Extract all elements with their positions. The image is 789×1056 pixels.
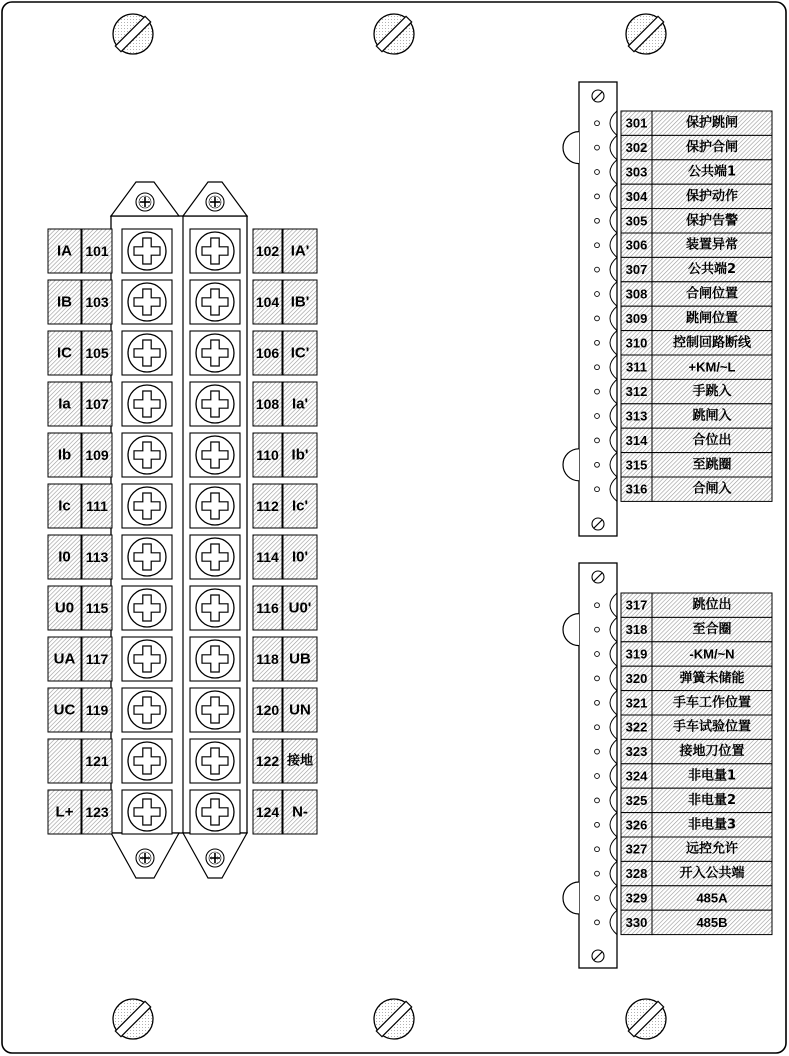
pin-number: 302 [625, 140, 648, 156]
pin-number: 329 [625, 890, 648, 906]
right-label: UN [289, 701, 311, 719]
left-label: Ia [58, 395, 71, 413]
left-terminal-number: 119 [85, 702, 109, 718]
pin-hole [595, 170, 600, 175]
pin-hole [595, 365, 600, 370]
right-label: IB' [290, 293, 310, 311]
left-label: UC [53, 701, 76, 719]
left-label: IC [57, 344, 72, 362]
pin-hole [595, 896, 600, 901]
pin-number: 303 [625, 164, 648, 180]
pin-label: 保护动作 [685, 188, 739, 204]
left-terminal-number: 123 [85, 804, 109, 820]
pin-number: 309 [625, 310, 648, 326]
pin-hole [595, 121, 600, 126]
left-terminal-number: 121 [85, 753, 109, 769]
left-terminal-number: 111 [86, 498, 108, 514]
right-label: N- [292, 803, 308, 821]
pin-hole [595, 194, 600, 199]
pin-number: 327 [625, 841, 648, 857]
pin-label: -KM/~N [689, 646, 735, 662]
pin-hole [595, 218, 600, 223]
right-terminal-number: 120 [255, 702, 280, 718]
terminal-screw-icon [190, 382, 240, 426]
left-label: L+ [55, 803, 74, 821]
right-label: I0' [291, 548, 309, 566]
pin-label: 开入公共端 [679, 866, 745, 882]
terminal-screw-icon [190, 586, 240, 630]
right-terminal-number: 124 [255, 804, 280, 820]
pin-number: 315 [625, 457, 648, 473]
pin-label: 至合圈 [692, 622, 732, 638]
pin-label: 非电量3 [687, 817, 737, 833]
right-terminal-number: 112 [256, 498, 279, 514]
pin-hole [595, 822, 600, 827]
pin-label: 485A [696, 890, 728, 906]
left-terminal-number: 115 [85, 600, 109, 616]
pin-number: 328 [625, 866, 648, 882]
right-terminal-number: 116 [256, 600, 279, 616]
pin-number: 317 [625, 597, 648, 613]
terminal-screw-icon [122, 433, 172, 477]
pin-number: 320 [625, 670, 648, 686]
bracket-screw-icon [136, 193, 154, 211]
left-label: UA [53, 650, 76, 668]
terminal-screw-icon [190, 688, 240, 732]
pin-number: 316 [625, 481, 648, 497]
right-terminal-block-bottom [563, 563, 772, 968]
pin-hole [595, 414, 600, 419]
pin-hole [595, 920, 600, 925]
terminal-screw-icon [190, 739, 240, 783]
pin-label: 485B [696, 914, 728, 930]
pin-hole [595, 700, 600, 705]
connector-screw-icon [592, 90, 604, 102]
right-terminal-number: 118 [256, 651, 279, 667]
right-terminal-number: 114 [256, 549, 279, 565]
pin-hole [595, 603, 600, 608]
pin-number: 301 [625, 115, 648, 131]
terminal-screw-icon [122, 535, 172, 579]
terminal-screw-icon [122, 382, 172, 426]
pin-label: 非电量2 [687, 792, 737, 808]
terminal-screw-icon [190, 331, 240, 375]
pin-label: 保护告警 [685, 213, 739, 229]
pin-number: 305 [625, 213, 648, 229]
pin-number: 325 [625, 792, 648, 808]
pin-hole [595, 243, 600, 248]
terminal-screw-icon [122, 637, 172, 681]
terminal-screw-icon [122, 790, 172, 834]
pin-label: 合闸入 [692, 481, 732, 497]
pin-hole [595, 774, 600, 779]
right-label: U0' [288, 599, 312, 617]
right-label: IC' [290, 344, 310, 362]
pin-number: 321 [625, 695, 648, 711]
pin-label: 接地刀位置 [679, 744, 745, 760]
terminal-screw-icon [190, 280, 240, 324]
pin-label: 远控允许 [685, 841, 739, 857]
mounting-screw-icon [626, 14, 666, 54]
pin-hole [595, 652, 600, 657]
right-terminal-block-top [563, 82, 772, 536]
right-terminal-number: 106 [255, 345, 280, 361]
pin-hole [595, 798, 600, 803]
right-label: 接地 [286, 753, 314, 769]
pin-number: 312 [625, 384, 648, 400]
right-terminal-number: 108 [255, 396, 280, 412]
terminal-screw-icon [190, 535, 240, 579]
left-label: Ib [57, 446, 72, 464]
pin-hole [595, 487, 600, 492]
right-terminal-number: 104 [255, 294, 280, 310]
pin-hole [595, 438, 600, 443]
terminal-screw-icon [122, 739, 172, 783]
pin-label: 手跳入 [692, 384, 732, 400]
connector-screw-icon [592, 571, 604, 583]
right-label: Ia' [291, 395, 309, 413]
bracket-screw-icon [136, 849, 154, 867]
left-terminal-number: 117 [85, 651, 109, 667]
terminal-screw-icon [190, 229, 240, 273]
pin-number: 314 [625, 432, 648, 448]
pin-number: 324 [625, 768, 648, 784]
pin-number: 322 [625, 719, 648, 735]
pin-hole [595, 292, 600, 297]
left-terminal-number: 107 [85, 396, 109, 412]
pin-label: 保护合闸 [685, 140, 739, 156]
mounting-screw-icon [113, 999, 153, 1039]
left-terminal-number: 105 [85, 345, 109, 361]
pin-label: 公共端2 [687, 262, 737, 278]
left-label: Ic [58, 497, 71, 515]
left-label-cell [48, 739, 81, 783]
pin-label: 跳闸位置 [685, 310, 739, 326]
pin-number: 310 [625, 335, 648, 351]
right-terminal-number: 110 [256, 447, 279, 463]
left-label: IA [57, 242, 72, 260]
connector-screw-icon [592, 950, 604, 962]
left-terminal-number: 109 [85, 447, 109, 463]
right-label: IA' [290, 242, 310, 260]
pin-label: +KM/~L [688, 359, 736, 375]
terminal-screw-icon [190, 433, 240, 477]
pin-label: 跳位出 [692, 597, 732, 613]
right-label: Ic' [291, 497, 309, 515]
terminal-screw-icon [122, 688, 172, 732]
mounting-screw-icon [113, 14, 153, 54]
pin-label: 控制回路断线 [672, 335, 752, 351]
pin-hole [595, 871, 600, 876]
pin-hole [595, 725, 600, 730]
mounting-screw-icon [626, 999, 666, 1039]
right-label: Ib' [291, 446, 309, 464]
pin-label: 弹簧未储能 [679, 670, 745, 686]
pin-label: 非电量1 [687, 768, 737, 784]
bracket-screw-icon [206, 193, 224, 211]
right-terminal-number: 102 [255, 243, 280, 259]
pin-number: 306 [625, 237, 648, 253]
pin-number: 307 [625, 262, 648, 278]
left-label: U0 [54, 599, 75, 617]
terminal-screw-icon [190, 484, 240, 528]
pin-label: 手车试验位置 [672, 719, 752, 735]
pin-number: 318 [625, 622, 648, 638]
pin-label: 合位出 [692, 432, 732, 448]
right-terminal-number: 122 [255, 753, 280, 769]
terminal-screw-icon [122, 331, 172, 375]
pin-hole [595, 316, 600, 321]
pin-label: 公共端1 [687, 164, 737, 180]
pin-hole [595, 847, 600, 852]
left-terminal-number: 101 [85, 243, 109, 259]
pin-label: 手车工作位置 [672, 695, 752, 711]
pin-number: 311 [626, 359, 647, 375]
terminal-screw-icon [190, 790, 240, 834]
pin-number: 304 [625, 188, 648, 204]
connector-screw-icon [592, 518, 604, 530]
pin-hole [595, 389, 600, 394]
right-label: UB [289, 650, 311, 668]
pin-hole [595, 627, 600, 632]
pin-label: 至跳圈 [692, 457, 732, 473]
terminal-screw-icon [190, 637, 240, 681]
left-label: I0 [58, 548, 71, 566]
pin-label: 保护跳闸 [685, 115, 739, 131]
left-terminal-number: 103 [85, 294, 109, 310]
mounting-screw-icon [374, 999, 414, 1039]
pin-hole [595, 340, 600, 345]
pin-hole [595, 749, 600, 754]
pin-label: 装置异常 [685, 237, 739, 253]
mounting-screw-icon [374, 14, 414, 54]
pin-label: 跳闸入 [692, 408, 732, 424]
pin-hole [595, 267, 600, 272]
bracket-screw-icon [206, 849, 224, 867]
pin-number: 330 [625, 914, 648, 930]
pin-number: 319 [625, 646, 648, 662]
pin-label: 合闸位置 [685, 286, 739, 302]
terminal-screw-icon [122, 229, 172, 273]
pin-number: 323 [625, 744, 648, 760]
pin-hole [595, 145, 600, 150]
terminal-screw-icon [122, 484, 172, 528]
left-terminal-number: 113 [85, 549, 109, 565]
pin-hole [595, 462, 600, 467]
terminal-screw-icon [122, 586, 172, 630]
pin-number: 326 [625, 817, 648, 833]
pin-number: 308 [625, 286, 648, 302]
pin-hole [595, 676, 600, 681]
pin-number: 313 [625, 408, 648, 424]
terminal-screw-icon [122, 280, 172, 324]
left-label: IB [57, 293, 72, 311]
